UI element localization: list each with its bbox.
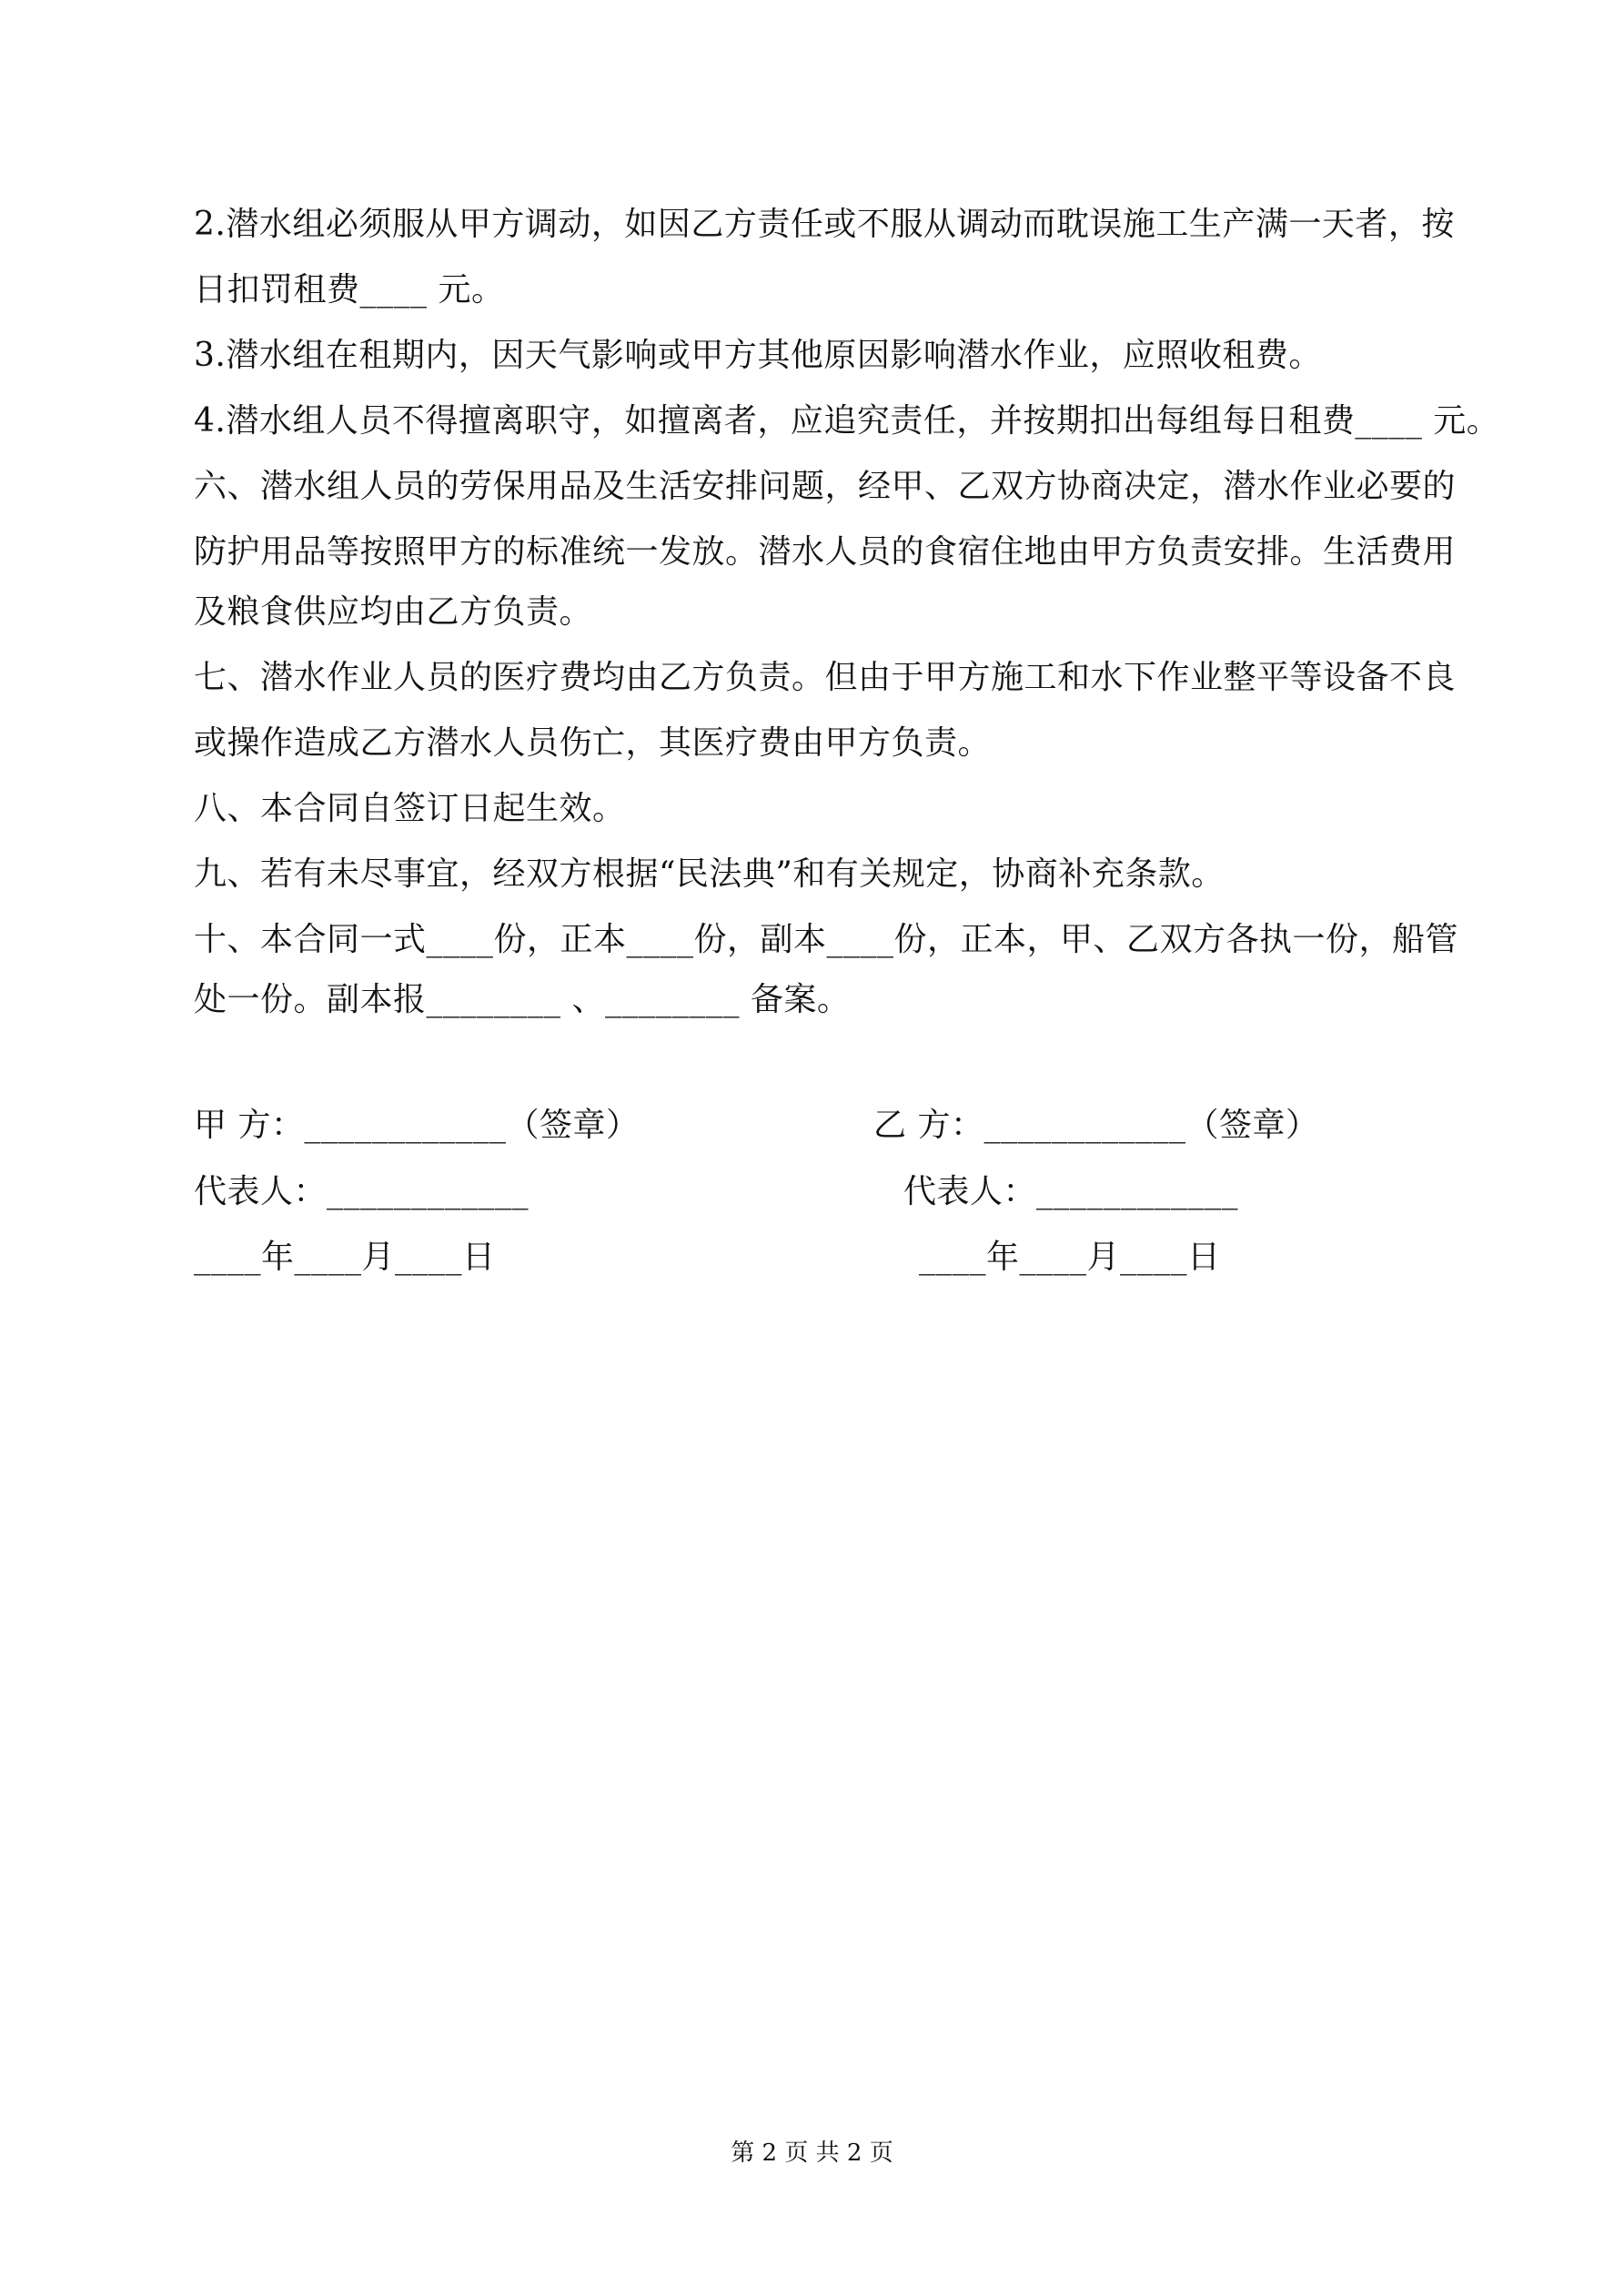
clause-2-line-1: 2.潜水组必须服从甲方调动，如因乙方责任或不服从调动而耽误施工生产满一天者，按 [194, 206, 1455, 243]
party-b-signature: 乙 方：____________（签章） [873, 1107, 1319, 1144]
party-b-date: ____年____月____日 [919, 1239, 1221, 1276]
party-a-signature: 甲 方：____________（签章） [194, 1107, 640, 1144]
article-7-line-1: 七、潜水作业人员的医疗费均由乙方负责。但由于甲方施工和水下作业整平等设备不良 [194, 659, 1457, 696]
clause-4: 4.潜水组人员不得擅离职守，如擅离者，应追究责任，并按期扣出每组每日租费____ 元。 [194, 402, 1500, 440]
article-6-line-1: 六、潜水组人员的劳保用品及生活安排问题，经甲、乙双方协商决定，潜水作业必要的 [194, 468, 1457, 505]
article-10-line-1: 十、本合同一式____份，正本____份，副本____份，正本，甲、乙双方各执一份，船管 [194, 921, 1459, 958]
party-a-date: ____年____月____日 [194, 1239, 496, 1276]
article-6-line-3: 及粮食供应均由乙方负责。 [194, 593, 593, 631]
article-8: 八、本合同自签订日起生效。 [194, 790, 626, 827]
article-9: 九、若有未尽事宜，经双方根据“民法典”和有关规定，协商补充条款。 [194, 855, 1225, 893]
article-10-line-2: 处一份。副本报________ 、________ 备案。 [194, 981, 851, 1018]
page-number-footer: 第 2 页 共 2 页 [731, 2139, 893, 2167]
party-a-representative: 代表人：____________ [194, 1173, 530, 1210]
party-b-representative: 代表人：____________ [903, 1173, 1239, 1210]
article-7-line-2: 或操作造成乙方潜水人员伤亡，其医疗费由甲方负责。 [194, 724, 992, 762]
clause-2-line-2: 日扣罚租费____ 元。 [194, 271, 505, 308]
clause-3: 3.潜水组在租期内，因天气影响或甲方其他原因影响潜水作业，应照收租费。 [194, 337, 1322, 374]
article-6-line-2: 防护用品等按照甲方的标准统一发放。潜水人员的食宿住地由甲方负责安排。生活费用 [194, 533, 1457, 571]
